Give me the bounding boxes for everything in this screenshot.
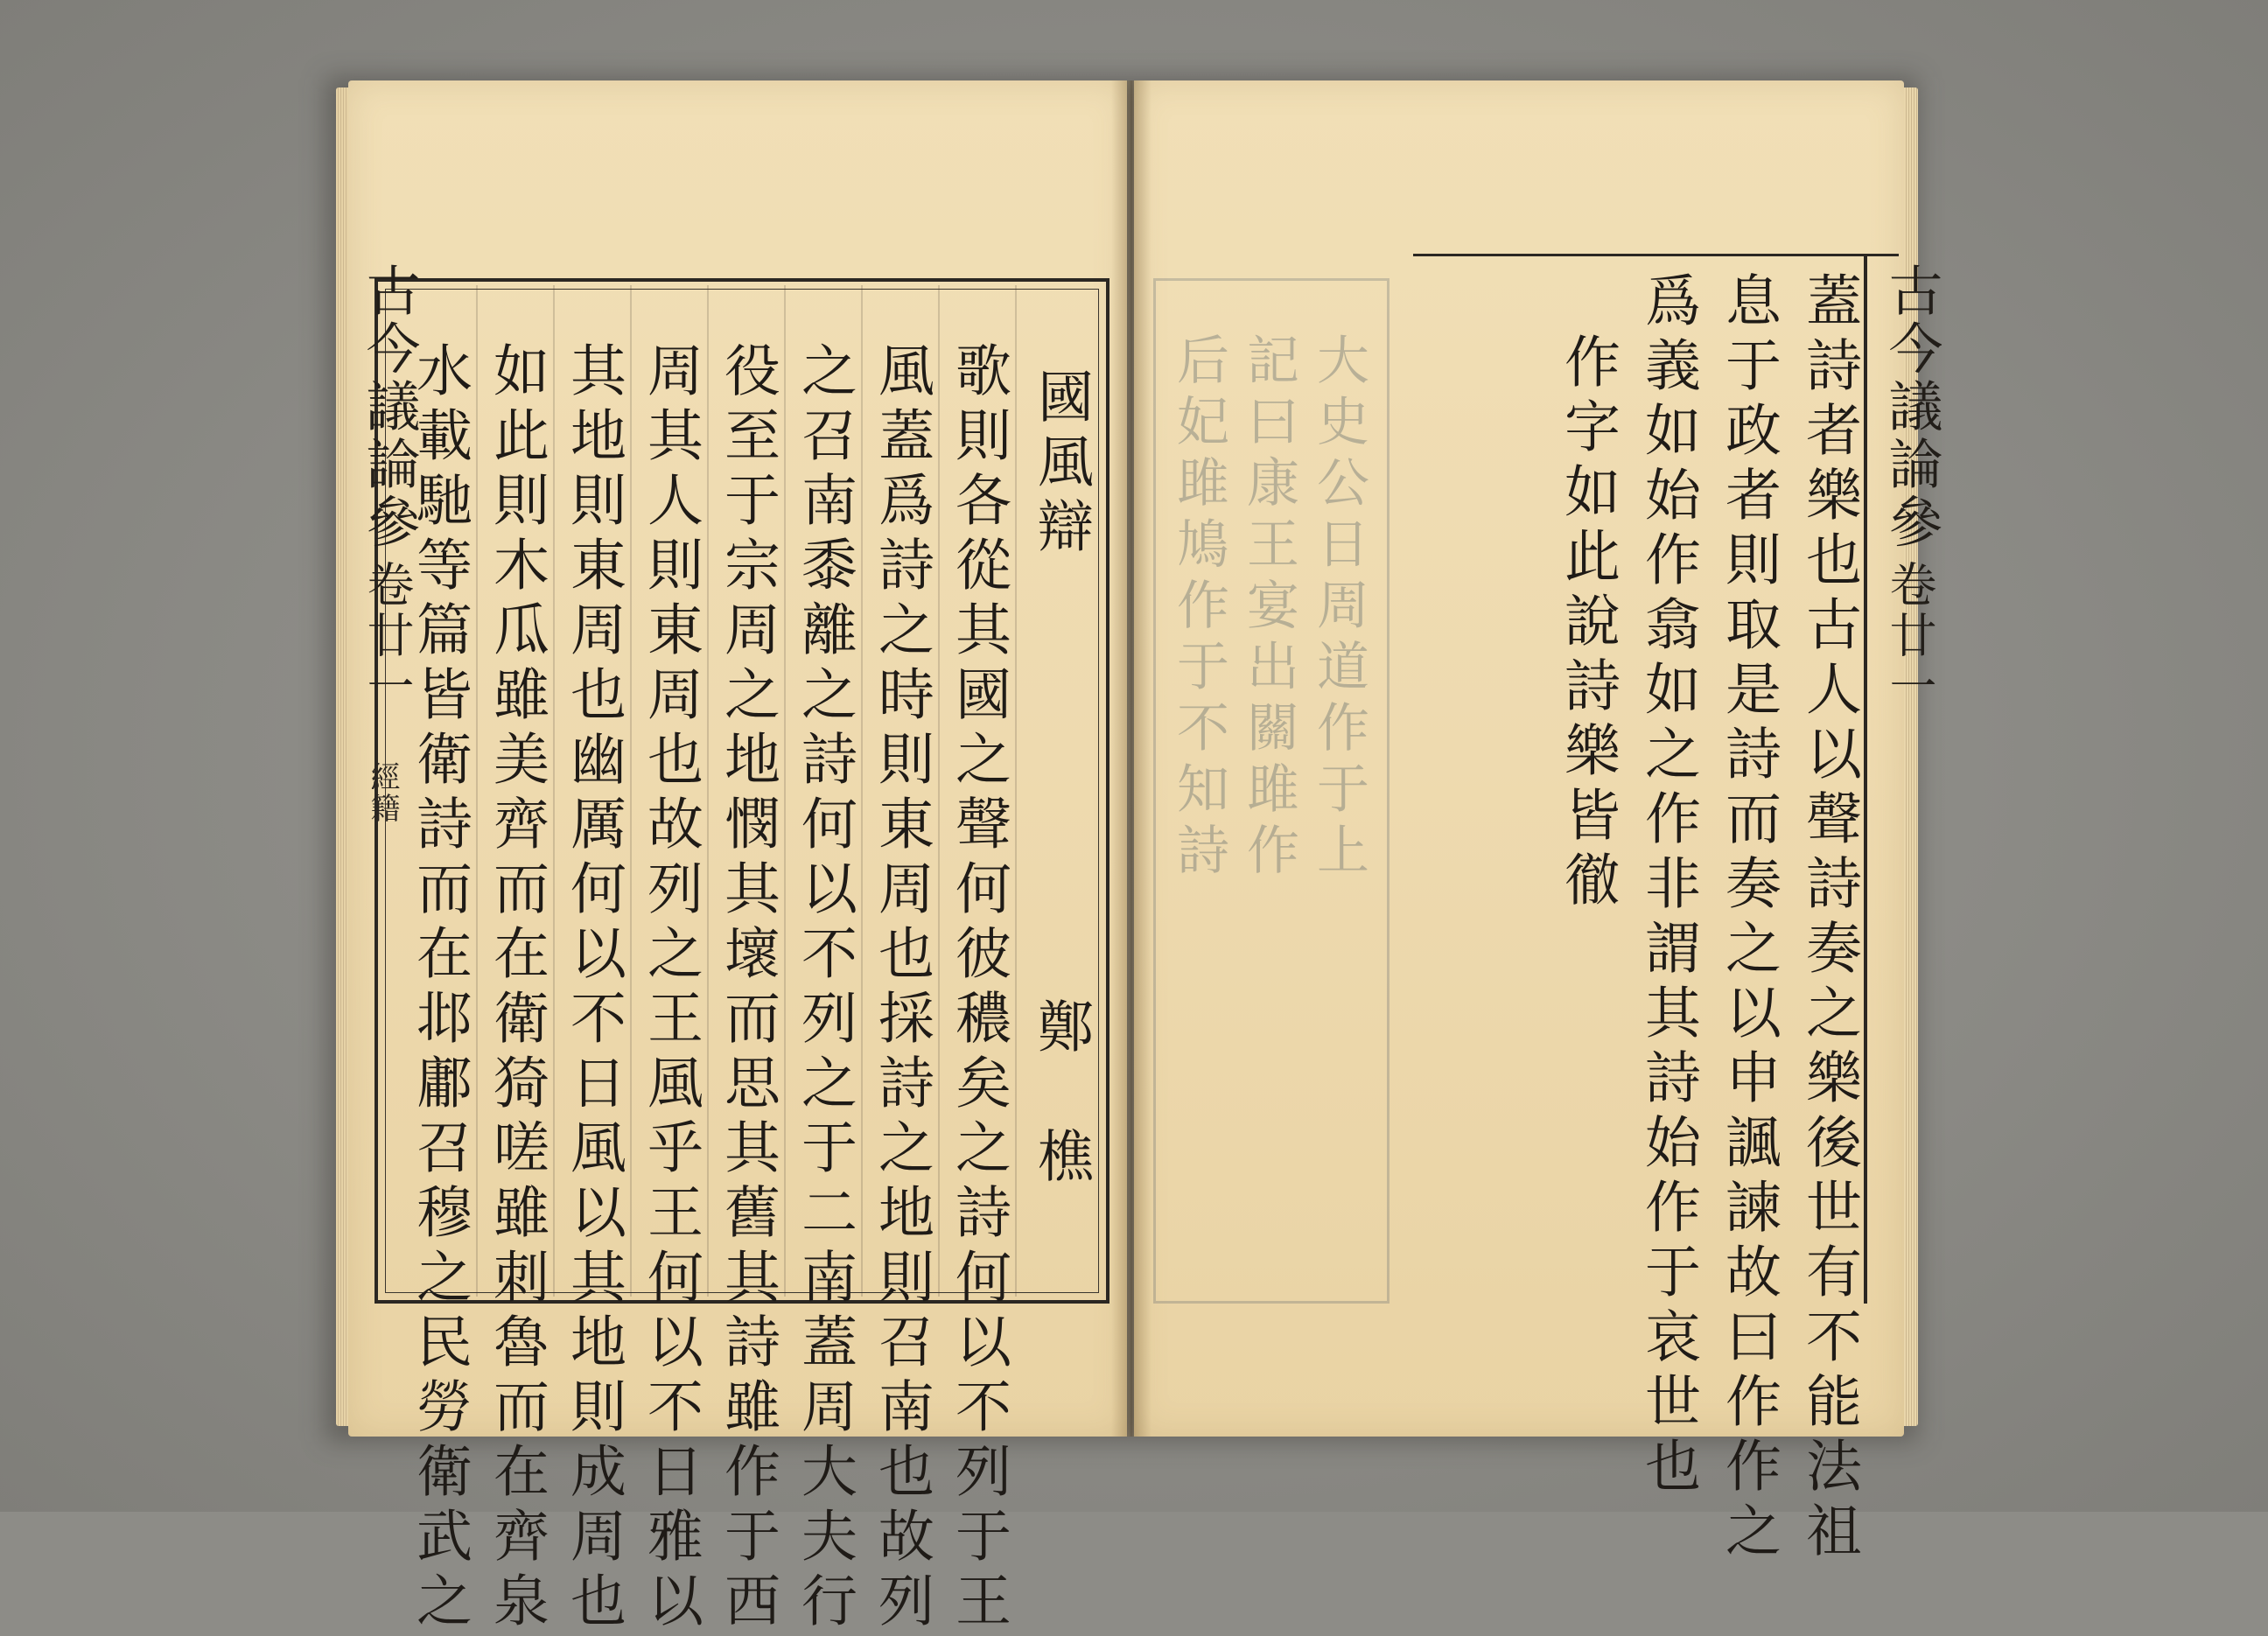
right-text-column-3: 爲義如始作翕如之作非謂其詩始作于哀世也 [1635,271,1700,1501]
left-text-column-5: 周其人則東周也故列之王風乎王何以不日雅以 [638,341,703,1636]
left-margin-title: 古今議論參 [357,262,421,551]
left-text-column-7: 如此則木瓜雖美齊而在衛猗嗟雖刺魯而在齊泉 [484,341,549,1636]
left-margin-volume: 卷廿一 [360,560,415,712]
left-heading: 國風辯 [1028,367,1093,562]
right-frame-side-rule [1864,254,1867,1304]
right-text-column-4: 作字如此說詩樂皆徹 [1555,332,1620,915]
bleed-through-column-1: 大史公日周道作于上 [1308,332,1369,884]
right-margin-volume: 卷廿一 [1882,560,1937,712]
left-text-column-3: 之召南黍離之詩何以不列之于二南蓋周大夫行 [792,341,857,1636]
bleed-through-column-3: 后妃雎鳩作于不知詩 [1168,332,1229,884]
right-frame-top-rule [1413,254,1899,256]
right-text-column-2: 息于政者則取是詩而奏之以申諷諫故曰作作之 [1716,271,1781,1566]
left-text-column-1: 歌則各從其國之聲何彼穠矣之詩何以不列于王 [946,341,1011,1636]
author-name: 鄭 樵 [1028,997,1093,1192]
left-text-column-6: 其地則東周也幽厲何以不日風以其地則成周也 [561,341,626,1636]
left-text-column-8: 水載馳等篇皆衛詩而在邶鄘召穆之民勞衛武之 [407,341,472,1636]
right-text-column-1: 蓋詩者樂也古人以聲詩奏之樂後世有不能法祖 [1796,271,1861,1566]
left-text-column-4: 役至于宗周之地憫其壞而思其舊其詩雖作于西 [715,341,780,1636]
left-margin-section: 經籍 [365,761,400,824]
book-gutter [1111,80,1152,1437]
right-margin-title: 古今議論參 [1880,262,1943,551]
bleed-through-column-2: 記曰康王宴出關雎作 [1238,332,1299,884]
left-text-column-2: 風蓋爲詩之時則東周也採詩之地則召南也故列 [869,341,934,1636]
